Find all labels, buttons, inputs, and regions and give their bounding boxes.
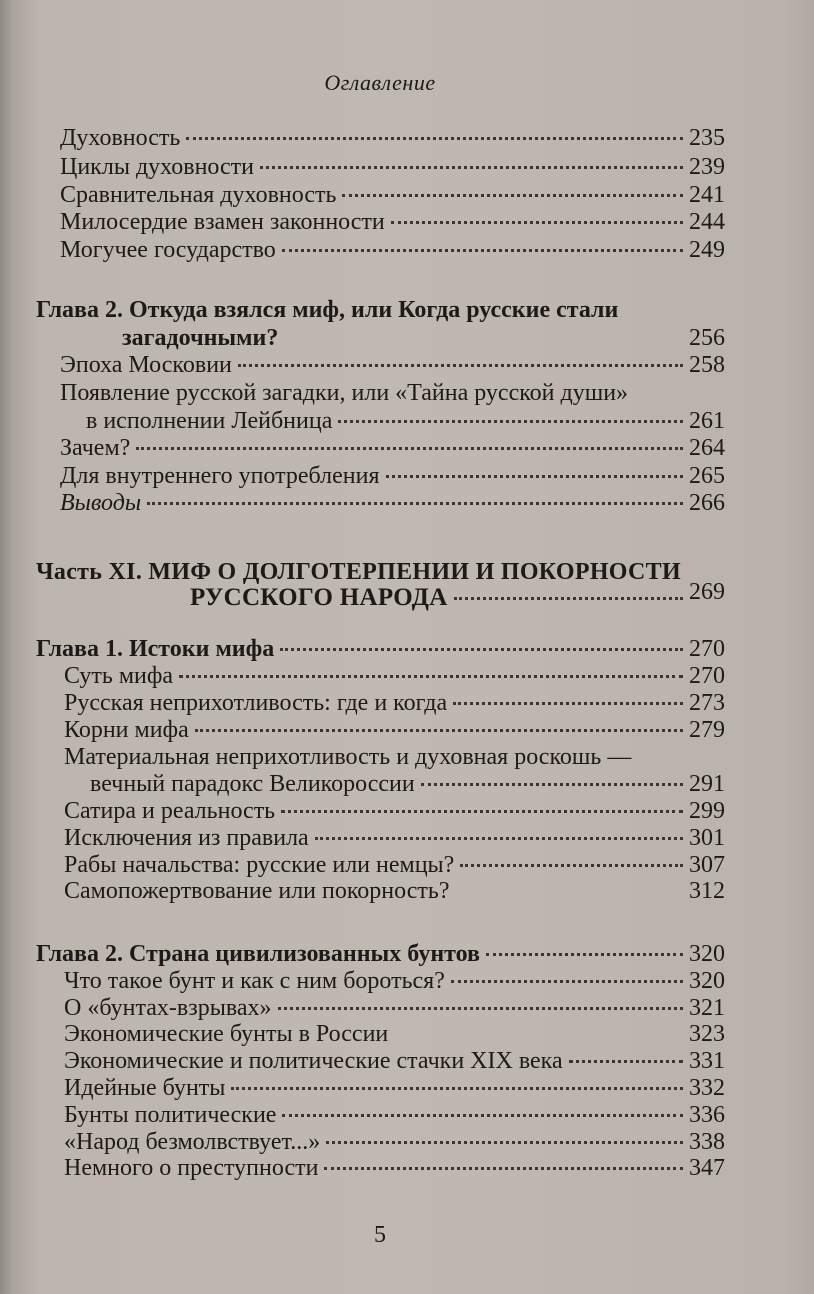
toc-entry-label: Немного о преступности	[64, 1155, 319, 1181]
dot-leader	[282, 1114, 683, 1117]
dot-leader	[454, 597, 683, 600]
toc-entry	[60, 208, 725, 236]
toc-entry-label: Рабы начальства: русские или немцы?	[64, 852, 455, 878]
toc-entry-page: 239	[689, 154, 725, 180]
toc-entry-label-continued: в исполнении Лейбница	[86, 408, 333, 434]
chapter-page: 270	[689, 636, 725, 662]
toc-entry	[64, 1074, 725, 1102]
toc-entry	[64, 1101, 725, 1129]
dot-leader	[391, 221, 683, 224]
toc-entry-label-continued: вечный парадокс Великороссии	[90, 771, 415, 797]
dot-leader	[338, 420, 683, 423]
dot-leader	[231, 1087, 683, 1090]
toc-entry	[86, 407, 725, 435]
toc-entry-label: Милосердие взамен законности	[60, 209, 385, 235]
dot-leader	[260, 166, 683, 169]
toc-entry-page: 241	[689, 182, 725, 208]
toc-entry-label: Бунты политические	[64, 1102, 277, 1128]
toc-entry	[64, 1047, 725, 1075]
dot-leader	[280, 648, 683, 651]
toc-entry-label: Экономические и политические стачки XIX века	[64, 1048, 563, 1074]
dot-leader	[136, 447, 683, 450]
toc-entry-label: Самопожертвование или покорность?	[64, 878, 450, 904]
dot-leader	[460, 864, 683, 867]
toc-entry-label: О «бунтах-взрывах»	[64, 995, 272, 1021]
toc-entry-label: Духовность	[60, 125, 181, 151]
toc-entry-page: 258	[689, 352, 725, 378]
dot-leader	[315, 837, 683, 840]
toc-entry-page: 320	[689, 968, 725, 994]
toc-entry-page: 323	[689, 1021, 725, 1047]
toc-entry	[60, 462, 725, 490]
toc-entry-page: 336	[689, 1102, 725, 1128]
dot-leader	[326, 1141, 683, 1144]
dot-leader	[238, 364, 683, 367]
dot-leader	[486, 953, 683, 956]
part-page: 269	[689, 579, 725, 605]
toc-entry-label: Что такое бунт и как с ним бороться?	[64, 968, 445, 994]
chapter-title-continued: загадочными?	[122, 325, 279, 351]
toc-entry-page: 321	[689, 995, 725, 1021]
part-title: Часть XI. МИФ О ДОЛГОТЕРПЕНИИ И ПОКОРНОСТИ	[36, 559, 681, 585]
toc-entry-page: 279	[689, 717, 725, 743]
chapter-page: 256	[689, 325, 725, 351]
dot-leader	[186, 137, 683, 140]
toc-entry-page: 331	[689, 1048, 725, 1074]
toc-entry-page: 264	[689, 435, 725, 461]
toc-entry	[64, 877, 725, 905]
dot-leader	[282, 249, 683, 252]
toc-entry-page: 338	[689, 1129, 725, 1155]
toc-entry	[64, 1154, 725, 1182]
toc-entry	[64, 824, 725, 852]
dot-leader	[179, 675, 683, 678]
page-number: 5	[374, 1222, 386, 1248]
dot-leader	[278, 1007, 683, 1010]
toc-entry	[60, 124, 725, 152]
dot-leader	[453, 702, 683, 705]
chapter-title: Глава 1. Истоки мифа	[36, 636, 275, 662]
toc-entry	[64, 689, 725, 717]
toc-entry-label: Для внутреннего употребления	[60, 463, 380, 489]
toc-entry	[60, 153, 725, 181]
toc-entry	[64, 1020, 725, 1048]
toc-entry-label: Сравнительная духовность	[60, 182, 337, 208]
part-title-continued: РУССКОГО НАРОДА	[190, 584, 448, 611]
toc-entry-label: Сатира и реальность	[64, 798, 276, 824]
dot-leader	[386, 475, 683, 478]
toc-entry	[60, 489, 725, 517]
toc-entry-label: Корни мифа	[64, 717, 189, 743]
toc-entry	[60, 351, 725, 379]
toc-entry	[64, 716, 725, 744]
dot-leader	[394, 1033, 683, 1036]
chapter-entry	[36, 635, 725, 663]
toc-entry-label: Циклы духовности	[60, 154, 254, 180]
toc-entry	[60, 236, 725, 264]
dot-leader	[569, 1060, 683, 1063]
dot-leader	[421, 783, 683, 786]
toc-entry-page: 332	[689, 1075, 725, 1101]
toc-entry-label: «Народ безмолвствует...»	[64, 1129, 321, 1155]
toc-entry-page: 235	[689, 125, 725, 151]
dot-leader	[451, 980, 683, 983]
toc-entry-page: 301	[689, 825, 725, 851]
toc-entry-label: Появление русской загадки, или «Тайна русской души»	[60, 380, 629, 406]
toc-entry-page: 307	[689, 852, 725, 878]
toc-entry-label: Исключения из правила	[64, 825, 309, 851]
toc-entry	[60, 181, 725, 209]
toc-entry-page: 265	[689, 463, 725, 489]
dot-leader	[456, 890, 684, 893]
toc-entry	[64, 797, 725, 825]
toc-entry	[64, 1128, 725, 1156]
toc-entry-page: 244	[689, 209, 725, 235]
toc-entry-label: Идейные бунты	[64, 1075, 226, 1101]
chapter-entry	[36, 940, 725, 968]
dot-leader	[324, 1167, 683, 1170]
toc-entry	[64, 967, 725, 995]
toc-entry-label: Эпоха Московии	[60, 352, 232, 378]
chapter-page: 320	[689, 941, 725, 967]
toc-entry-label: Выводы	[60, 490, 142, 516]
toc-entry-page: 312	[689, 878, 725, 904]
toc-entry-page: 249	[689, 237, 725, 263]
toc-entry-label: Русская неприхотливость: где и когда	[64, 690, 448, 716]
toc-entry-page: 261	[689, 408, 725, 434]
toc-entry-page: 291	[689, 771, 725, 797]
toc-entry	[64, 851, 725, 879]
dot-leader	[284, 337, 683, 340]
chapter-title: Глава 2. Страна цивилизованных бунтов	[36, 941, 481, 967]
toc-entry-label: Материальная неприхотливость и духовная роскошь —	[64, 744, 632, 770]
chapter-title: Глава 2. Откуда взялся миф, или Когда русские стали	[36, 297, 619, 323]
toc-entry-label: Могучее государство	[60, 237, 276, 263]
dot-leader	[147, 502, 683, 505]
toc-entry-page: 270	[689, 663, 725, 689]
dot-leader	[342, 194, 683, 197]
toc-entry	[60, 434, 725, 462]
toc-entry-label: Суть мифа	[64, 663, 174, 689]
dot-leader	[281, 810, 683, 813]
toc-entry-page: 299	[689, 798, 725, 824]
toc-entry-page: 347	[689, 1155, 725, 1181]
toc-entry-label: Экономические бунты в России	[64, 1021, 389, 1047]
toc-entry-page: 266	[689, 490, 725, 516]
toc-entry	[90, 770, 725, 798]
toc-entry	[64, 662, 725, 690]
chapter-entry	[122, 324, 725, 352]
part-entry	[190, 579, 725, 612]
toc-entry-page: 273	[689, 690, 725, 716]
toc-entry-label: Зачем?	[60, 435, 131, 461]
toc-entry	[64, 994, 725, 1022]
dot-leader	[195, 729, 683, 732]
running-header: Оглавление	[324, 70, 436, 95]
